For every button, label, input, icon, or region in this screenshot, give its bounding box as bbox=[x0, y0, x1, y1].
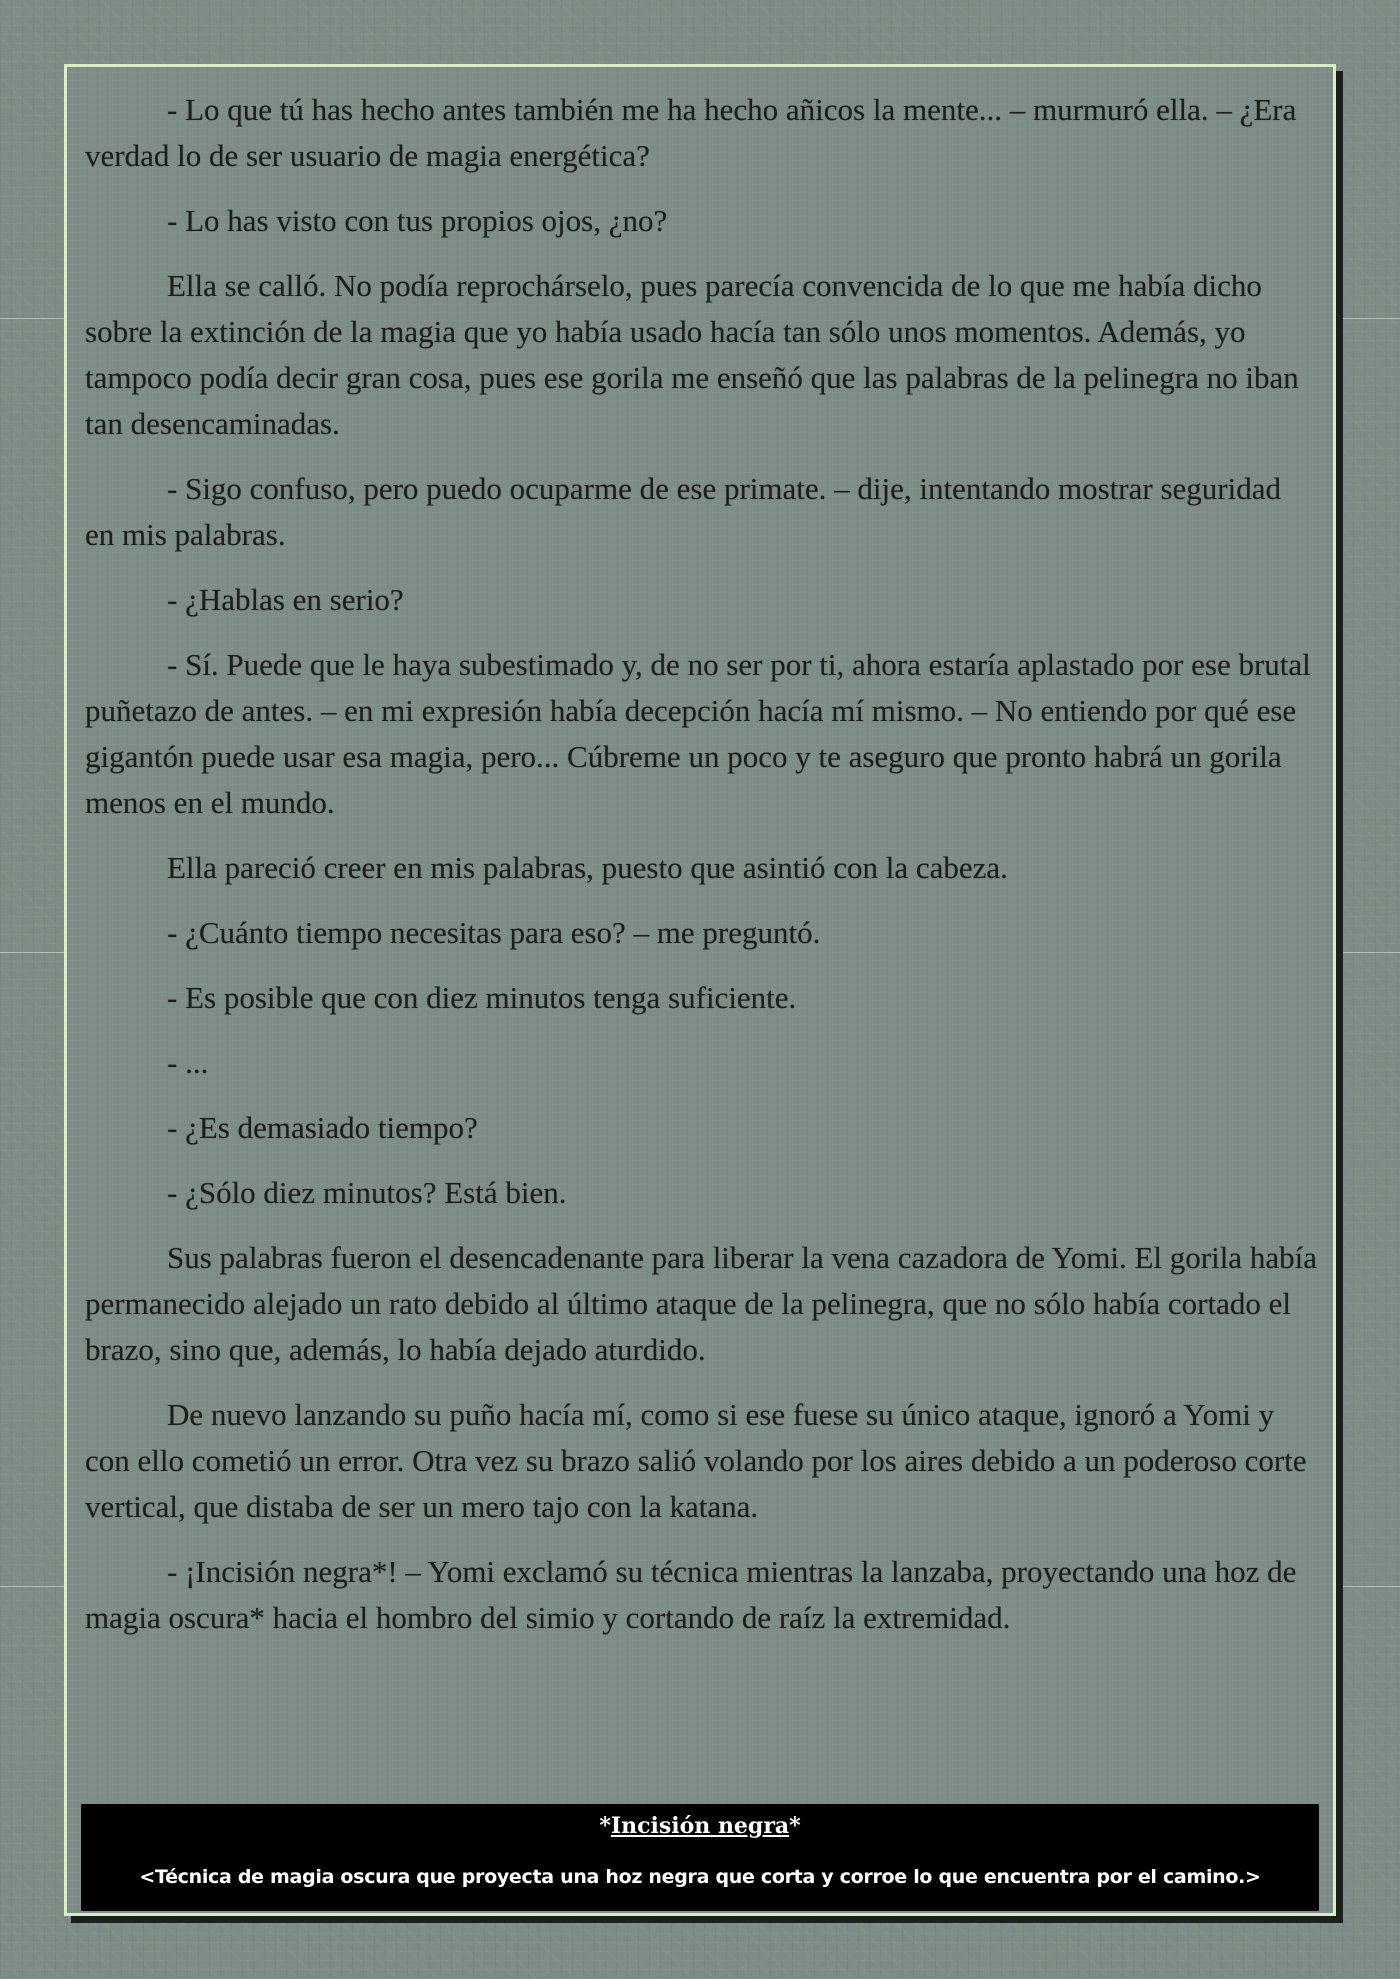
paragraph: - ... bbox=[167, 1045, 209, 1080]
document-page bbox=[64, 64, 1336, 1916]
paragraph: Ella pareció creer en mis palabras, puesto que asintió con la cabeza. bbox=[167, 850, 1008, 885]
footnote-star-close: * bbox=[789, 1813, 801, 1839]
paragraph: - ¡Incisión negra*! – Yomi exclamó su técnica mientras la lanzaba, proyectando una hoz de magia oscura* hacia el hombro del simio y cortando de raíz la extremidad. bbox=[85, 1554, 1297, 1635]
paragraph: - Es posible que con diez minutos tenga suficiente. bbox=[167, 980, 797, 1015]
paragraph: De nuevo lanzando su puño hacía mí, como si ese fuese su único ataque, ignoró a Yomi y con ello cometió un error. Otra vez su brazo salió volando por los aires debido a un poderoso corte vertical, que distaba de ser un mero tajo con la katana. bbox=[85, 1397, 1307, 1524]
footnote-text: <Técnica de magia oscura que proyecta una hoz negra que corta y corroe lo que encuentra por el camino.> bbox=[139, 1866, 1261, 1888]
paragraph: - Lo que tú has hecho antes también me ha hecho añicos la mente... – murmuró ella. – ¿Era verdad lo de ser usuario de magia energética? bbox=[85, 92, 1297, 173]
paragraph: - Sí. Puede que le haya subestimado y, de no ser por ti, ahora estaría aplastado por ese brutal puñetazo de antes. – en mi expresión había decepción hacía mí mismo. – No entiendo por qué ese gigantón puede usar esa magia, pero... Cúbreme un poco y te aseguro que pronto habrá un gorila menos en el mundo. bbox=[85, 647, 1311, 820]
paragraph: - ¿Sólo diez minutos? Está bien. bbox=[167, 1175, 567, 1210]
footnote-title bbox=[81, 1812, 1319, 1840]
story-text bbox=[85, 87, 1317, 1660]
paragraph: - ¿Cuánto tiempo necesitas para eso? – me preguntó. bbox=[167, 915, 821, 950]
paragraph: - Sigo confuso, pero puedo ocuparme de ese primate. – dije, intentando mostrar seguridad en mis palabras. bbox=[85, 471, 1281, 552]
footnote-term: Incisión negra bbox=[610, 1813, 790, 1839]
paragraph: - ¿Es demasiado tiempo? bbox=[167, 1110, 478, 1145]
paragraph: - ¿Hablas en serio? bbox=[167, 582, 404, 617]
paragraph: - Lo has visto con tus propios ojos, ¿no? bbox=[167, 203, 668, 238]
paragraph: Sus palabras fueron el desencadenante para liberar la vena cazadora de Yomi. El gorila había permanecido alejado un rato debido al último ataque de la pelinegra, que no sólo había cortado el brazo, sino que, además, lo había dejado aturdido. bbox=[85, 1240, 1317, 1367]
footnote-box bbox=[81, 1804, 1319, 1911]
paragraph: Ella se calló. No podía reprochárselo, pues parecía convencida de lo que me había dicho sobre la extinción de la magia que yo había usado hacía tan sólo unos momentos. Además, yo tampoco podía decir gran cosa, pues ese gorila me enseñó que las palabras de la pelinegra no iban tan desencaminadas. bbox=[85, 268, 1299, 441]
footnote-star-open: * bbox=[599, 1813, 611, 1839]
